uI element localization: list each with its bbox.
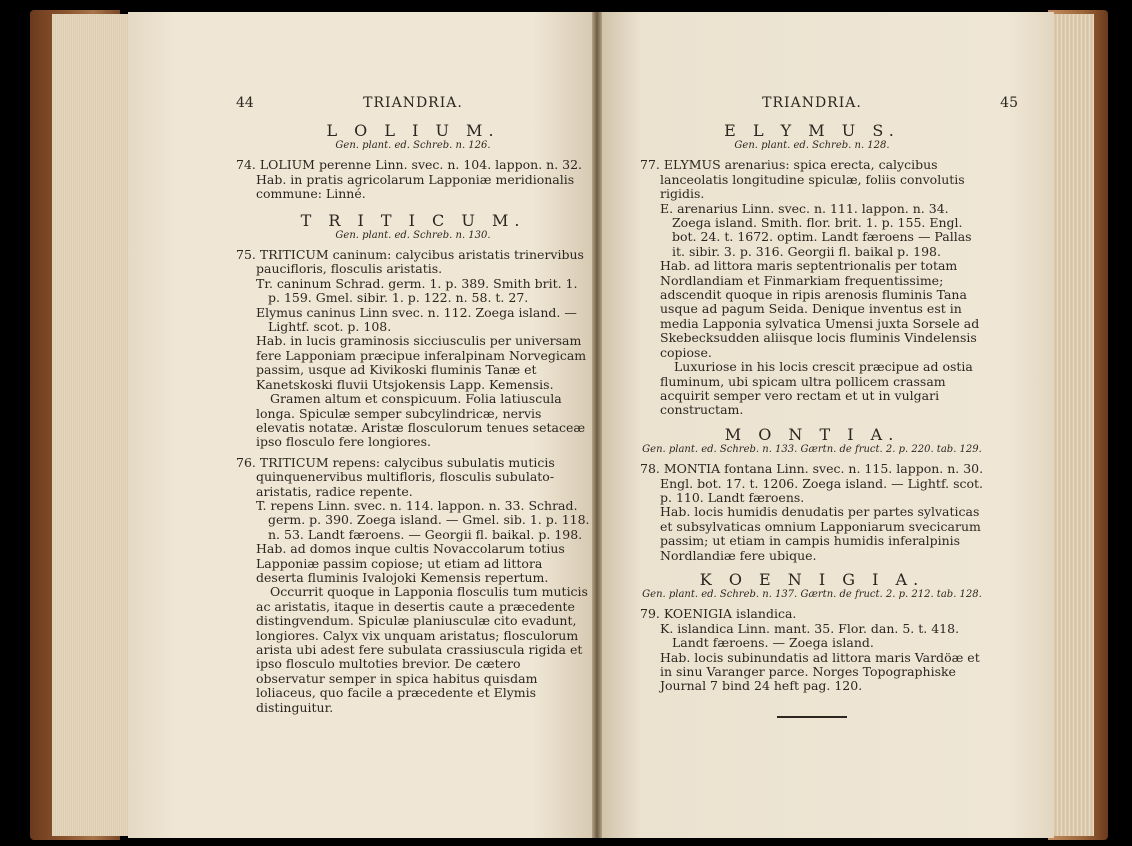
species-title: 78. MONTIA fontana Linn. svec. n. 115. lappon. n. 30. Engl. bot. 17. t. 1206. Zoega island. — Lightf. scot. p. 110. Landt færoens.: [640, 461, 984, 505]
genus-reference: Gen. plant. ed. Schreb. n. 130.: [335, 230, 491, 242]
right-page-edges: [1048, 14, 1094, 836]
genus-reference: Gen. plant. ed. Schreb. n. 133. Gærtn. de fruct. 2. p. 220. tab. 129.: [642, 444, 982, 456]
habitat-text: Hab. locis humidis denudatis per partes sylvaticas et subsylvaticas omnium Lapponiarum svecicarum passim; ut etiam in campis humidis inferalpinis Nordlandiæ fere ubique.: [660, 504, 981, 563]
left-page-edges: [52, 14, 132, 836]
right-page: [596, 12, 1054, 838]
genus-heading: M O N T I A.: [724, 424, 900, 444]
species-title: 75. TRITICUM caninum: calycibus aristatis trinervibus paucifloris, flosculis aristatis.: [236, 247, 584, 277]
synonym-text: Elymus caninus Linn svec. n. 112. Zoega island. — Lightf. scot. p. 108.: [256, 304, 577, 335]
genus-reference: Gen. plant. ed. Schreb. n. 137. Gærtn. de fruct. 2. p. 212. tab. 128.: [642, 589, 982, 601]
species-entry: [236, 158, 590, 201]
synonym-text: E. arenarius Linn. svec. n. 111. lappon. n. 34. Zoega island. Smith. flor. brit. 1. p. 155. Engl. bot. 24. t. 1672. optim. Landt færoens — Pallas it. sibir. 3. p. 316. Georgii fl. baikal p. 198.: [660, 200, 972, 259]
page-number: 44: [236, 95, 254, 111]
habitat-text: Hab. ad domos inque cultis Novaccolarum totius Lapponiæ passim copiose; ut etiam ad littora deserta fluminis Ivalojoki Kemensis repertum.: [256, 541, 565, 585]
genus-heading: T R I T I C U M.: [300, 210, 526, 230]
habitat-text: Hab. in lucis graminosis sicciusculis per universam fere Lapponiam præcipue inferalpinam Norvegicam passim, usque ad Kivikoski fluminis Tanæ et Kanetskoski fluvii Utsjokensis Lapp. Kemensis.: [256, 333, 587, 392]
page-number: 45: [1000, 95, 1018, 111]
left-page: [128, 12, 604, 838]
description-text: Luxuriose in his locis crescit præcipue ad ostia fluminum, ubi spicam ultra pollicem crassam acquirit semper vero rectam et ut in vulgari constructam.: [660, 359, 973, 418]
right-page-header: [640, 95, 1018, 116]
book-gutter: [592, 12, 602, 838]
description-text: Gramen altum et conspicuum. Folia latiuscula longa. Spiculæ semper subcylindricæ, nervis elevatis notatæ. Aristæ flosculorum tenues setaceæ ipso flosculo fere longiores.: [256, 391, 586, 450]
habitat-text: Hab. in pratis agricolarum Lapponiæ meridionalis commune: Linné.: [256, 171, 575, 202]
species-entry: [640, 462, 984, 563]
genus-heading: K O E N I G I A.: [699, 569, 925, 589]
species-entry: [236, 456, 590, 715]
species-title: 74. LOLIUM perenne Linn. svec. n. 104. lappon. n. 32.: [236, 157, 583, 173]
habitat-text: Hab. ad littora maris septentrionalis per totam Nordlandiam et Finmarkiam frequentissime; adscendit quoque in ripis arenosis fluminis Tana usque ad pagum Seida. Denique inventus est in media Lapponia sylvatica Umensi juxta Sorsele ad Skebecksudden aliisque locis fluminis Vindelensis copiose.: [660, 258, 980, 360]
habitat-text: Hab. locis subinundatis ad littora maris Vardöæ et in sinu Varanger parce. Norges Topographiske Journal 7 bind 24 heft pag. 120.: [660, 649, 980, 694]
synonym-text: Tr. caninum Schrad. germ. 1. p. 389. Smith brit. 1. p. 159. Gmel. sibir. 1. p. 122. n. 58. t. 27.: [256, 275, 578, 306]
genus-heading: E L Y M U S.: [724, 121, 900, 140]
species-title: 76. TRITICUM repens: calycibus subulatis muticis quinquenervibus multifloris, flosculis subulato-aristatis, radice repente.: [236, 454, 555, 499]
left-page-header: [236, 96, 590, 116]
genus-reference: Gen. plant. ed. Schreb. n. 126.: [335, 140, 491, 152]
synonym-text: K. islandica Linn. mant. 35. Flor. dan. 5. t. 418. Landt færoens. — Zoega island.: [660, 620, 960, 651]
right-page-content: [640, 95, 1018, 718]
species-entry: [640, 607, 984, 693]
running-head: TRIANDRIA.: [363, 95, 463, 111]
open-book: [30, 6, 1108, 844]
running-head: TRIANDRIA.: [762, 95, 862, 111]
description-text: Occurrit quoque in Lapponia flosculis tum muticis ac aristatis, itaque in desertis caute a præcedente distingvendum. Spiculæ planiusculæ cito evadunt, longiores. Calyx vix unquam aristatus; flosculorum arista ubi adest fere subulata crassiuscula rigida et ipso flosculo multoties brevior. De cætero observatur semper in spica habitus quisdam loliaceus, quo facile a præcedente et Elymis distinguitur.: [256, 584, 588, 715]
left-page-content: [236, 96, 590, 715]
genus-reference: Gen. plant. ed. Schreb. n. 128.: [734, 140, 890, 152]
species-entry: [640, 158, 984, 417]
closing-rule: [777, 716, 847, 718]
species-entry: [236, 248, 590, 450]
synonym-text: T. repens Linn. svec. n. 114. lappon. n. 33. Schrad. germ. p. 390. Zoega island. — Gmel. sib. 1. p. 118. n. 53. Landt færoens. — Georgii fl. baikal. p. 198.: [256, 497, 590, 542]
species-title: 77. ELYMUS arenarius: spica erecta, calycibus lanceolatis longitudine spiculæ, foliis convolutis rigidis.: [640, 157, 965, 202]
species-title: 79. KOENIGIA islandica.: [640, 606, 797, 622]
genus-heading: L O L I U M.: [326, 121, 500, 140]
